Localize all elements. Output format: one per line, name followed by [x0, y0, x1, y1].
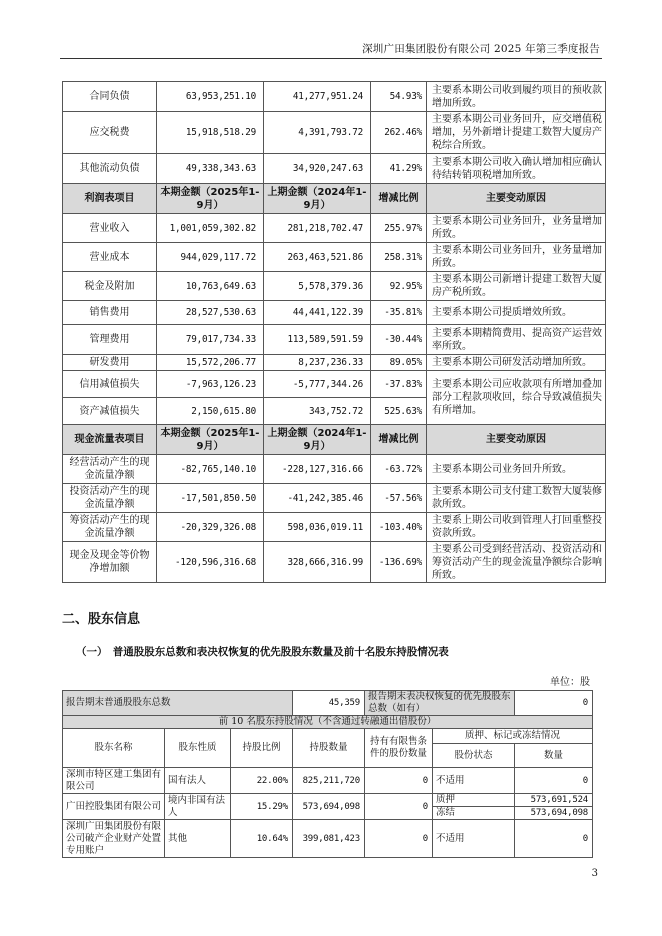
change-reason: 主要系本期公司支付建工数智大厦装修款所致。 [427, 484, 606, 513]
current-amount: 79,017,734.33 [157, 325, 264, 355]
prior-amount: -5,777,344.26 [264, 371, 371, 398]
balance-row [63, 154, 606, 184]
income-row [63, 355, 606, 371]
holder-quantity: 573,694,098 [293, 794, 365, 820]
report-header: 深圳广田集团股份有限公司 2025 年第三季度报告 [362, 43, 600, 55]
common-holders-value: 45,359 [293, 691, 365, 716]
col-header-reason: 主要变动原因 [427, 425, 606, 455]
change-ratio: -136.69% [371, 542, 427, 583]
change-reason: 主要系本期公司收到履约项目的预收款增加所致。 [427, 82, 606, 112]
holder-ratio: 22.00% [231, 768, 293, 794]
holder-nature: 国有法人 [165, 768, 231, 794]
holder-status: 质押 [433, 794, 515, 807]
cash-row [63, 455, 606, 484]
holder-amount: 573,694,098 [515, 807, 593, 820]
item-name: 销售费用 [63, 301, 157, 325]
col-header-restricted: 持有有限售条件的股份数量 [365, 729, 433, 768]
header-divider [60, 58, 602, 59]
current-amount: 2,150,615.80 [157, 398, 264, 425]
change-reason: 主要系本期公司业务回升所致。 [427, 455, 606, 484]
current-amount: 10,763,649.63 [157, 272, 264, 301]
current-amount: 15,918,518.29 [157, 112, 264, 154]
caption-row [63, 716, 593, 729]
change-ratio: 262.46% [371, 112, 427, 154]
current-amount: 28,527,530.63 [157, 301, 264, 325]
income-row [63, 371, 606, 398]
current-amount: -7,963,126.23 [157, 371, 264, 398]
current-amount: 15,572,206.77 [157, 355, 264, 371]
balance-row [63, 82, 606, 112]
cash-header-row [63, 425, 606, 455]
col-header-amount: 数量 [515, 744, 593, 768]
current-amount: 944,029,117.72 [157, 243, 264, 272]
prior-amount: 328,666,316.99 [264, 542, 371, 583]
current-amount: 63,953,251.10 [157, 82, 264, 112]
item-name: 税金及附加 [63, 272, 157, 301]
holder-restricted: 0 [365, 820, 433, 858]
col-header-item: 现金流量表项目 [63, 425, 157, 455]
change-reason: 主要系本期公司应收款项有所增加叠加部分工程款项收回，综合导致减值损失有所增加。 [427, 371, 606, 425]
change-ratio: 92.95% [371, 272, 427, 301]
current-amount: -17,501,850.50 [157, 484, 264, 513]
change-ratio: 89.05% [371, 355, 427, 371]
income-row [63, 243, 606, 272]
item-name: 现金及现金等价物净增加额 [63, 542, 157, 583]
prior-amount: 263,463,521.86 [264, 243, 371, 272]
prior-amount: 41,277,951.24 [264, 82, 371, 112]
prior-amount: 113,589,591.59 [264, 325, 371, 355]
cash-row [63, 542, 606, 583]
item-name: 研发费用 [63, 355, 157, 371]
preferred-holders-label: 报告期末表决权恢复的优先股股东总数（如有） [365, 691, 515, 716]
prior-amount: -228,127,316.66 [264, 455, 371, 484]
col-header-name: 股东名称 [63, 729, 165, 768]
prior-amount: 5,578,379.36 [264, 272, 371, 301]
change-reason: 主要系本期公司新增计提建工数智大厦房产税所致。 [427, 272, 606, 301]
preferred-holders-value: 0 [515, 691, 593, 716]
item-name: 信用减值损失 [63, 371, 157, 398]
change-ratio: -30.44% [371, 325, 427, 355]
financial-change-table [62, 81, 606, 583]
change-reason: 主要系本期公司收入确认增加相应确认待结转销项税增加所致。 [427, 154, 606, 184]
item-name: 营业成本 [63, 243, 157, 272]
common-holders-label: 报告期末普通股股东总数 [63, 691, 293, 716]
item-name: 筹资活动产生的现金流量净额 [63, 513, 157, 542]
holder-ratio: 10.64% [231, 820, 293, 858]
holder-row [63, 768, 593, 794]
item-name: 应交税费 [63, 112, 157, 154]
page-number: 3 [591, 868, 598, 879]
item-name: 投资活动产生的现金流量净额 [63, 484, 157, 513]
holder-name: 深圳广田集团股份有限公司破产企业财产处置专用账户 [63, 820, 165, 858]
holder-quantity: 399,081,423 [293, 820, 365, 858]
holder-name: 深圳市特区建工集团有限公司 [63, 768, 165, 794]
holder-row [63, 794, 593, 807]
col-header-reason: 主要变动原因 [427, 184, 606, 214]
col-header-current: 本期金额（2025年1-9月） [157, 425, 264, 455]
holder-status: 冻结 [433, 807, 515, 820]
holder-ratio: 15.29% [231, 794, 293, 820]
col-header-prior: 上期金额（2024年1-9月） [264, 425, 371, 455]
holder-restricted: 0 [365, 768, 433, 794]
top10-caption: 前 10 名股东持股情况（不含通过转融通出借股份） [63, 716, 593, 729]
change-ratio: -103.40% [371, 513, 427, 542]
prior-amount: 4,391,793.72 [264, 112, 371, 154]
income-row [63, 325, 606, 355]
change-ratio: 258.31% [371, 243, 427, 272]
change-reason: 主要系本期公司提质增效所致。 [427, 301, 606, 325]
holder-nature: 境内非国有法人 [165, 794, 231, 820]
holder-restricted: 0 [365, 794, 433, 820]
section-title: 二、股东信息 [62, 612, 141, 627]
change-reason: 主要系公司受到经营活动、投资活动和筹资活动产生的现金流量净额综合影响所致。 [427, 542, 606, 583]
item-name: 合同负债 [63, 82, 157, 112]
change-ratio: -35.81% [371, 301, 427, 325]
holder-nature: 其他 [165, 820, 231, 858]
income-row [63, 272, 606, 301]
holder-status: 不适用 [433, 768, 515, 794]
col-header-change: 增减比例 [371, 184, 427, 214]
current-amount: -20,329,326.08 [157, 513, 264, 542]
change-ratio: -37.83% [371, 371, 427, 398]
change-ratio: 41.29% [371, 154, 427, 184]
change-reason: 主要系本期精简费用、提高资产运营效率所致。 [427, 325, 606, 355]
change-reason: 主要系本期公司业务回升，业务量增加所致。 [427, 214, 606, 243]
prior-amount: 8,237,236.33 [264, 355, 371, 371]
current-amount: -120,596,316.68 [157, 542, 264, 583]
income-row [63, 301, 606, 325]
prior-amount: 44,441,122.39 [264, 301, 371, 325]
income-header-row [63, 184, 606, 214]
prior-amount: -41,242,385.46 [264, 484, 371, 513]
shareholder-table [62, 690, 593, 858]
holder-name: 广田控股集团有限公司 [63, 794, 165, 820]
change-reason: 主要系本期公司业务回升，业务量增加所致。 [427, 243, 606, 272]
col-header-pledge: 质押、标记或冻结情况 [433, 729, 593, 744]
holder-amount: 573,691,524 [515, 794, 593, 807]
change-ratio: -63.72% [371, 455, 427, 484]
col-header-status: 股份状态 [433, 744, 515, 768]
change-ratio: 255.97% [371, 214, 427, 243]
holder-amount: 0 [515, 820, 593, 858]
col-header-quantity: 持股数量 [293, 729, 365, 768]
item-name: 营业收入 [63, 214, 157, 243]
current-amount: -82,765,140.10 [157, 455, 264, 484]
change-reason: 主要系本期公司研发活动增加所致。 [427, 355, 606, 371]
income-row [63, 214, 606, 243]
col-header-item: 利润表项目 [63, 184, 157, 214]
balance-row [63, 112, 606, 154]
item-name: 其他流动负债 [63, 154, 157, 184]
holder-status: 不适用 [433, 820, 515, 858]
prior-amount: 598,036,019.11 [264, 513, 371, 542]
prior-amount: 343,752.72 [264, 398, 371, 425]
change-ratio: 525.63% [371, 398, 427, 425]
change-ratio: 54.93% [371, 82, 427, 112]
change-reason: 主要系上期公司收到管理人打回重整投资款所致。 [427, 513, 606, 542]
current-amount: 1,001,059,302.82 [157, 214, 264, 243]
prior-amount: 34,920,247.63 [264, 154, 371, 184]
holder-quantity: 825,211,720 [293, 768, 365, 794]
summary-row [63, 691, 593, 716]
col-header-ratio: 持股比例 [231, 729, 293, 768]
col-header-current: 本期金额（2025年1-9月） [157, 184, 264, 214]
unit-label: 单位：股 [550, 677, 590, 688]
current-amount: 49,338,343.63 [157, 154, 264, 184]
cash-row [63, 513, 606, 542]
cash-row [63, 484, 606, 513]
prior-amount: 281,218,702.47 [264, 214, 371, 243]
col-header-change: 增减比例 [371, 425, 427, 455]
holder-row [63, 820, 593, 858]
subsection-title: （一） 普通股股东总数和表决权恢复的优先股股东数量及前十名股东持股情况表 [76, 646, 449, 658]
col-header-prior: 上期金额（2024年1-9月） [264, 184, 371, 214]
holder-amount: 0 [515, 768, 593, 794]
item-name: 管理费用 [63, 325, 157, 355]
col-header-nature: 股东性质 [165, 729, 231, 768]
change-ratio: -57.56% [371, 484, 427, 513]
holder-header-row [63, 729, 593, 744]
item-name: 经营活动产生的现金流量净额 [63, 455, 157, 484]
item-name: 资产减值损失 [63, 398, 157, 425]
change-reason: 主要系本期公司业务回升，应交增值税增加，另外新增计提建工数智大厦房产税综合所致。 [427, 112, 606, 154]
